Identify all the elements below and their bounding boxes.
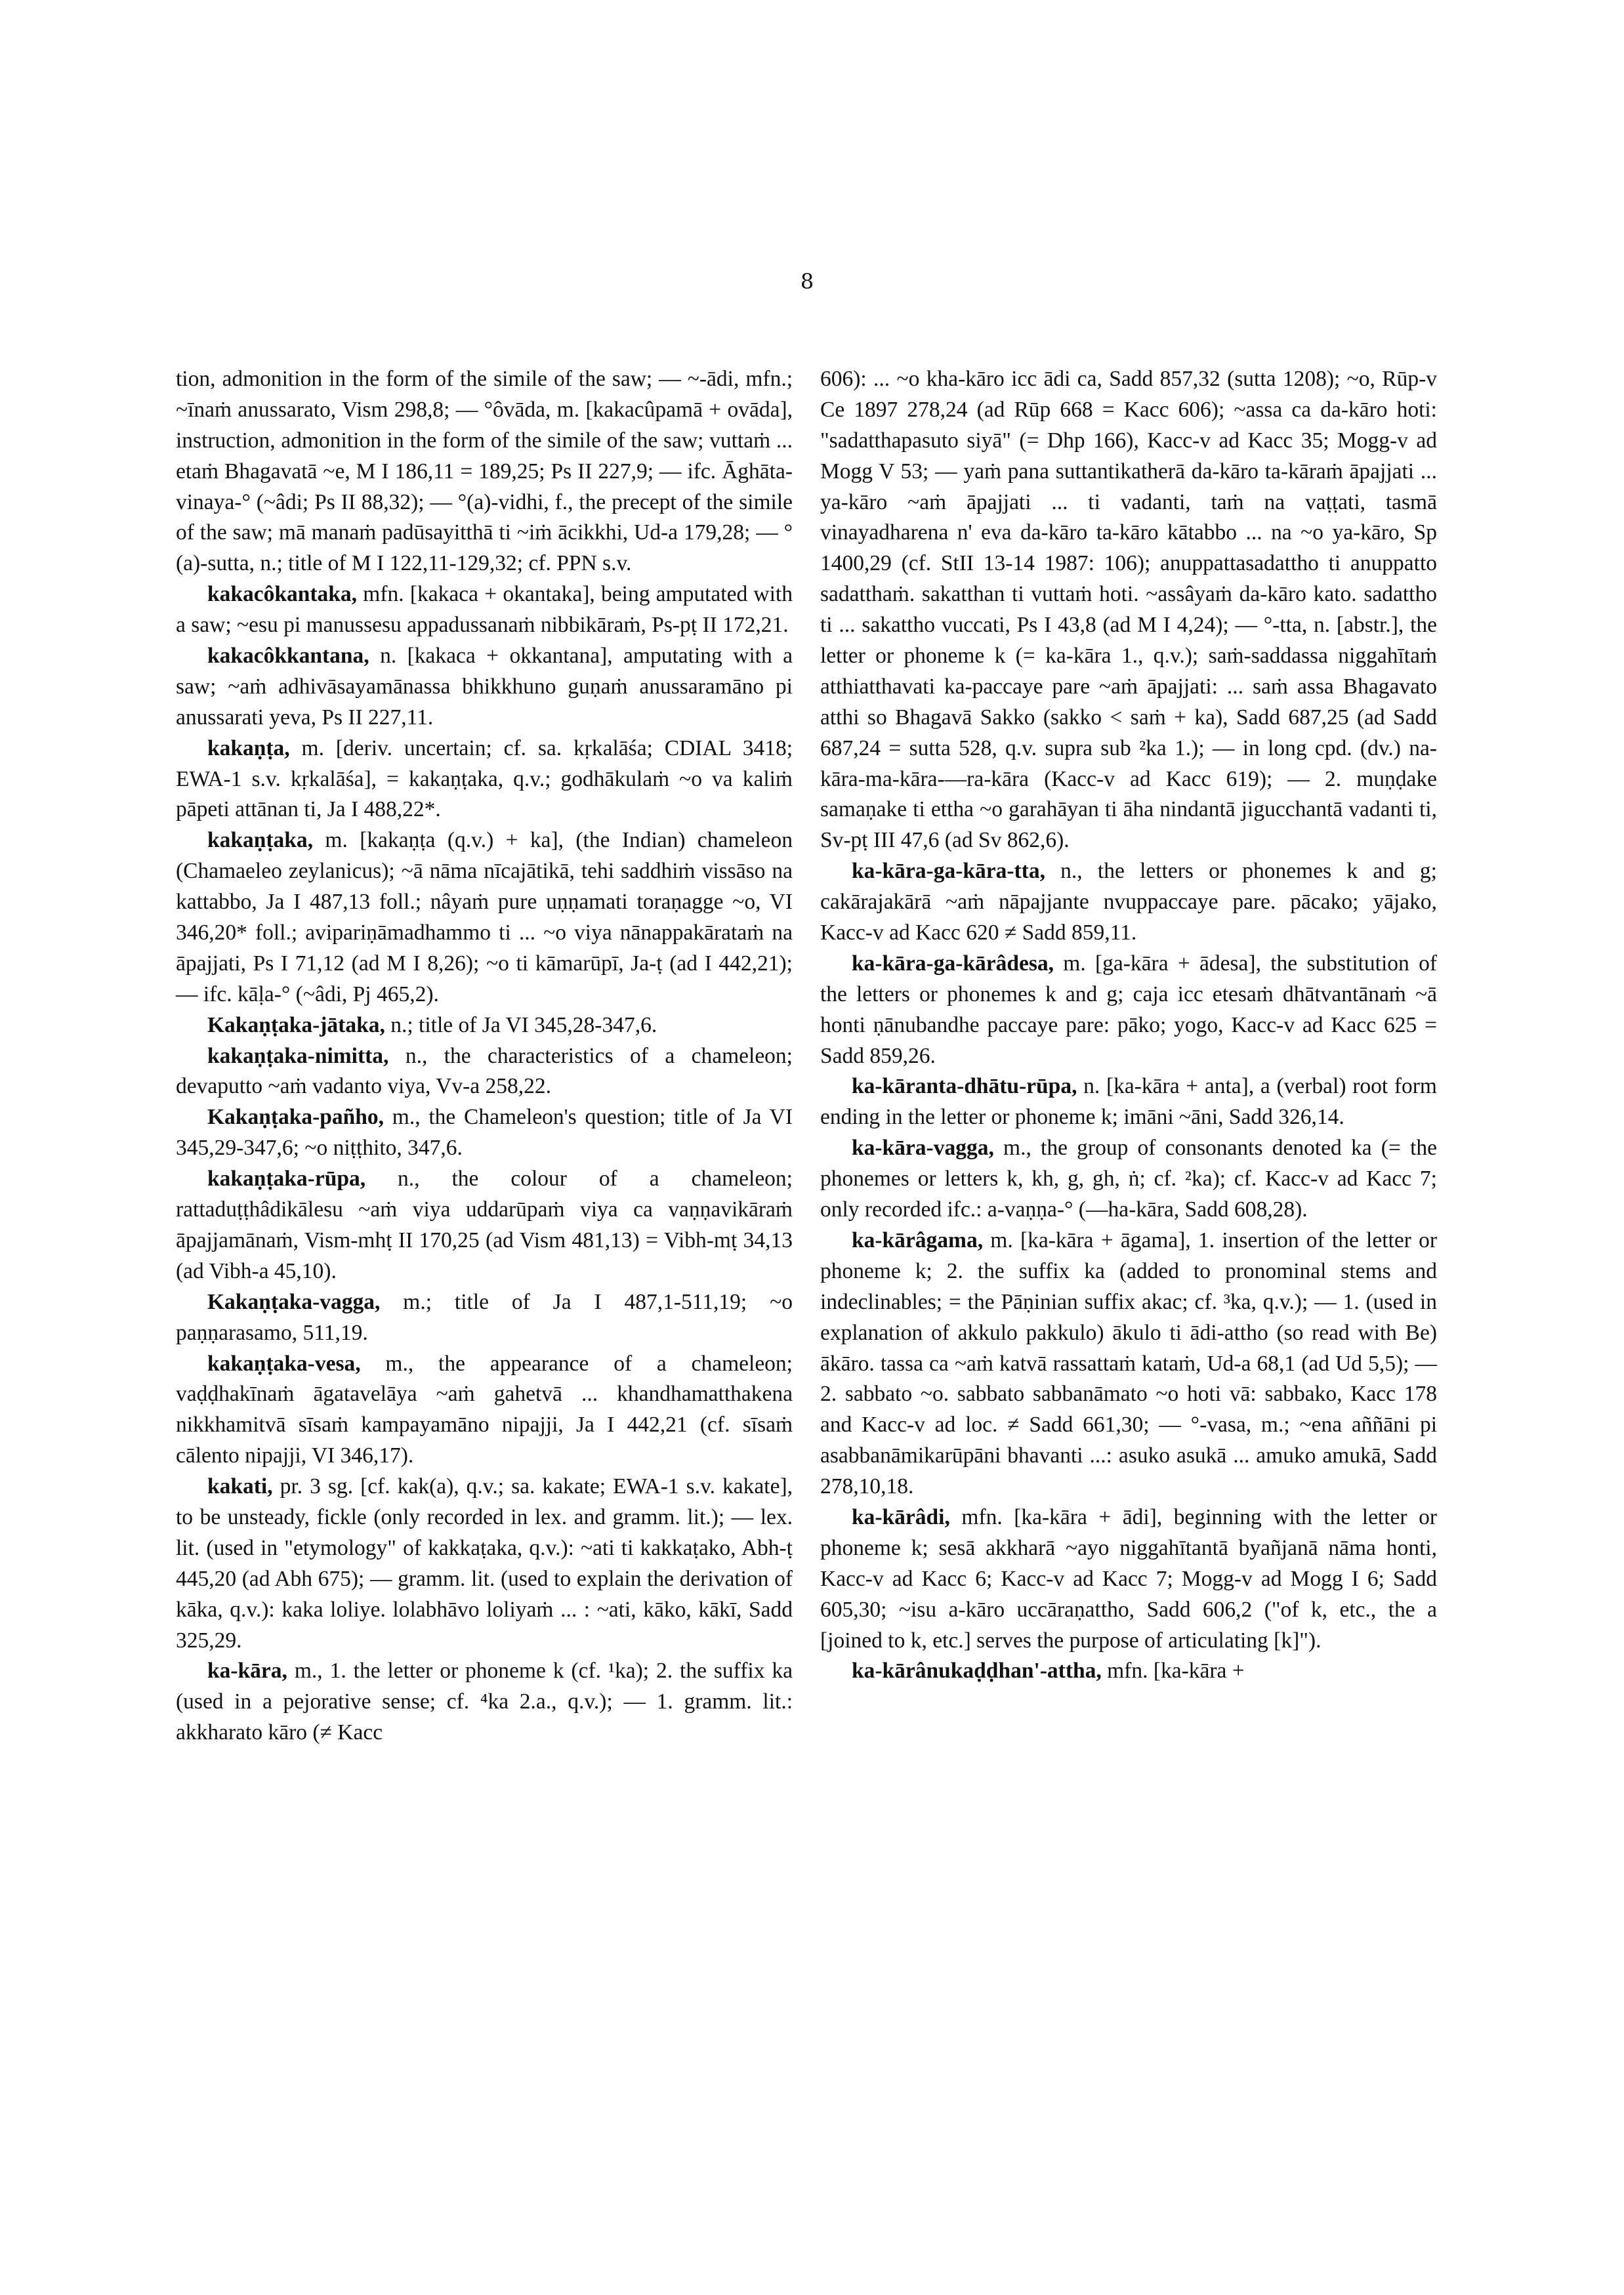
dictionary-entry bbox=[176, 1102, 793, 1164]
dictionary-entry bbox=[176, 1472, 793, 1656]
dictionary-entry bbox=[176, 1656, 793, 1748]
entry-headword: kakaṇṭa, bbox=[207, 735, 290, 760]
entry-headword: ka-kāranta-dhātu-rūpa, bbox=[852, 1074, 1077, 1099]
entry-text: n., the letters or phonemes k and g; cakārajakārā ~aṁ nāpajjante nvuppaccaye pare. pācako; yājako, Kacc-v ad Kacc 620 ≠ Sadd 859,11. bbox=[820, 859, 1437, 945]
entry-text: m. [deriv. uncertain; cf. sa. kṛkalāśa; CDIAL 3418; EWA-1 s.v. kṛkalāśa], = kakaṇṭaka, q.v.; godhākulaṁ ~o va kaliṁ pāpeti attānan ti, Ja I 488,22*. bbox=[176, 735, 793, 822]
entry-headword: ka-kārânukaḍḍhan'-attha, bbox=[852, 1659, 1102, 1684]
dictionary-entry bbox=[820, 1656, 1437, 1687]
entry-text: m. [ka-kāra + āgama], 1. insertion of the letter or phoneme k; 2. the suffix ka (added to pronominal stems and indeclinables; = the Pāṇinian suffix akac; cf. ³ka, q.v.); — 1. (used in explanation of akkulo pakkulo) ākulo ti ādi-attho (so read with Be) ākāro. tassa ca ~aṁ katvā rassattaṁ kataṁ, Ud-a 68,1 (ad Ud 5,5); — 2. sabbato ~o. sabbato sabbanāmato ~o hoti vā: sabbako, Kacc 178 and Kacc-v ad loc. ≠ Sadd 661,30; — °-vasa, m.; ~ena aññāni pi asabbanāmikarūpāni bhavanti ...: asuko asukā ... amuko amukā, Sadd 278,10,18. bbox=[820, 1228, 1437, 1499]
entry-text: mfn. [kakaca + okantaka], being amputated with a saw; ~esu pi manussesu appadussanaṁ nibbikāraṁ, Ps-pṭ II 172,21. bbox=[176, 582, 793, 638]
dictionary-entry bbox=[820, 1133, 1437, 1226]
entry-text: 606): ... ~o kha-kāro icc ādi ca, Sadd 857,32 (sutta 1208); ~o, Rūp-v Ce 1897 278,24 (ad Rūp 668 = Kacc 606); ~assa ca da-kāro hoti: "sadatthapasuto siyā" (= Dhp 166), Kacc-v ad Kacc 35; Mogg-v ad Mogg V 53; — yaṁ pana suttantikatherā da-kāro ta-kāraṁ āpajjati ... ya-kāro ~aṁ āpajjati ... ti vadanti, taṁ na vaṭṭati, tasmā vinayadharena n' eva da-kāro ta-kāro kātabbo ... na ~o ya-kāro, Sp 1400,29 (cf. StII 13-14 1987: 106); anuppattasadattho ti anuppatto sadatthaṁ. sakatthan ti vuttaṁ hoti. ~assâyaṁ da-kāro kato. sadattho ti ... sakattho vuccati, Ps I 43,8 (ad M I 4,24); — °-tta, n. [abstr.], the letter or phoneme k (= ka-kāra 1., q.v.); saṁ-saddassa niggahītaṁ atthiatthavati ka-paccaye pare ~aṁ āpajjati: ... saṁ assa Bhagavato atthi so Bhagavā Sakko (sakko < saṁ + ka), Sadd 687,25 (ad Sadd 687,24 = sutta 528, q.v. supra sub ²ka 1.); — in long cpd. (dv.) na-kāra-ma-kāra-—ra-kāra (Kacc-v ad Kacc 619); — 2. muṇḍake samaṇake ti ettha ~o garahāyan ti āha nindantā jigucchantā vadanti ti, Sv-pṭ III 47,6 (ad Sv 862,6). bbox=[820, 367, 1437, 853]
entry-headword: Kakaṇṭaka-pañho, bbox=[207, 1105, 385, 1130]
entry-text: mfn. [ka-kāra + ādi], beginning with the letter or phoneme k; sesā akkharā ~ayo niggahītantā byañjanā nāma honti, Kacc-v ad Kacc 6; Kacc-v ad Kacc 7; Mogg-v ad Mogg I 6; Sadd 605,30; ~isu a-kāro uccāraṇattho, Sadd 606,2 ("of k, etc., the a [joined to k, etc.] serves the purpose of articulating [k]"). bbox=[820, 1504, 1437, 1653]
entry-headword: kakacôkkantana, bbox=[207, 644, 369, 669]
dictionary-entry bbox=[820, 949, 1437, 1072]
dictionary-entry bbox=[176, 1041, 793, 1103]
dictionary-entry bbox=[176, 641, 793, 734]
entry-headword: kakaṇṭaka-rūpa, bbox=[207, 1167, 366, 1191]
entry-headword: kakacôkantaka, bbox=[207, 582, 358, 607]
entry-text: n., the characteristics of a chameleon; devaputto ~aṁ vadanto viya, Vv-a 258,22. bbox=[176, 1043, 793, 1099]
entry-text: m. [kakaṇṭa (q.v.) + ka], (the Indian) chameleon (Chamaeleo zeylanicus); ~ā nāma nīcajātikā, tehi saddhiṁ vissāso na kattabbo, Ja I 487,13 foll.; nâyaṁ pure uṇṇamati toraṇagge ~o, VI 346,20* foll.; avipariṇāmadhammo ti ... ~o viya nānappakārataṁ na āpajjati, Ps I 71,12 (ad M I 8,26); ~o ti kāmarūpī, Ja-ṭ (ad I 442,21); — ifc. kāḷa-° (~âdi, Pj 465,2). bbox=[176, 828, 793, 1006]
dictionary-entry bbox=[176, 1010, 793, 1041]
entry-text: m.; title of Ja I 487,1-511,19; ~o paṇṇarasamo, 511,19. bbox=[176, 1289, 793, 1345]
entry-headword: ka-kāra-ga-kārâdesa, bbox=[852, 951, 1054, 976]
entry-headword: kakaṇṭaka-nimitta, bbox=[207, 1043, 389, 1068]
dictionary-entry bbox=[820, 856, 1437, 949]
entry-headword: kakaṇṭaka-vesa, bbox=[207, 1351, 361, 1376]
dictionary-entry bbox=[176, 579, 793, 641]
dictionary-entry bbox=[176, 1349, 793, 1472]
entry-headword: ka-kāra, bbox=[207, 1659, 287, 1684]
right-column bbox=[820, 364, 1437, 1687]
entry-text: mfn. [ka-kāra + bbox=[1101, 1659, 1245, 1684]
left-column bbox=[176, 364, 793, 1748]
entry-text: m., the appearance of a chameleon; vaḍḍhakīnaṁ āgatavelāya ~aṁ gahetvā ... khandhamatthakena nikkhamitvā sīsaṁ kampayamāno nipajji, Ja I 442,21 (cf. sīsaṁ cālento nipajji, VI 346,17). bbox=[176, 1351, 793, 1468]
entry-text: m., the group of consonants denoted ka (= the phonemes or letters k, kh, g, gh, ṅ; cf. ²ka); cf. Kacc-v ad Kacc 7; only recorded ifc.: a-vaṇṇa-° (—ha-kāra, Sadd 608,28). bbox=[820, 1136, 1437, 1222]
entry-headword: ka-kāra-ga-kāra-tta, bbox=[852, 859, 1045, 884]
entry-text: pr. 3 sg. [cf. kak(a), q.v.; sa. kakate; EWA-1 s.v. kakate], to be unsteady, fickle (only recorded in lex. and gramm. lit.); — lex. lit. (used in "etymology" of kakkaṭaka, q.v.): ~ati ti kakkaṭako, Abh-ṭ 445,20 (ad Abh 675); — gramm. lit. (used to explain the derivation of kāka, q.v.): kaka loliye. lolabhāvo loliyaṁ ... : ~ati, kāko, kākī, Sadd 325,29. bbox=[176, 1474, 793, 1653]
entry-text: m., the Chameleon's question; title of Ja VI 345,29-347,6; ~o niṭṭhito, 347,6. bbox=[176, 1105, 793, 1161]
entry-headword: ka-kārâgama, bbox=[852, 1228, 984, 1252]
entry-text: n. [ka-kāra + anta], a (verbal) root form ending in the letter or phoneme k; imāni ~āni, Sadd 326,14. bbox=[820, 1074, 1437, 1130]
entry-text: m. [ga-kāra + ādesa], the substitution of the letters or phonemes k and g; caja icc etesaṁ dhātvantānaṁ ~ā honti ṇānubandhe paccaye pare: pāko; yogo, Kacc-v ad Kacc 625 = Sadd 859,26. bbox=[820, 951, 1437, 1068]
entry-text: n.; title of Ja VI 345,28-347,6. bbox=[385, 1012, 657, 1037]
entry-text: n. [kakaca + okkantana], amputating with a saw; ~aṁ adhivāsayamānassa bhikkhuno guṇaṁ anussaramāno pi anussarati yeva, Ps II 227,11. bbox=[176, 644, 793, 730]
entry-text: n., the colour of a chameleon; rattaduṭṭhâdikālesu ~aṁ viya uddarūpaṁ viya ca vaṇṇavikāraṁ āpajjamānaṁ, Vism-mhṭ II 170,25 (ad Vism 481,13) = Vibh-mṭ 34,13 (ad Vibh-a 45,10). bbox=[176, 1167, 793, 1283]
dictionary-entry bbox=[820, 1071, 1437, 1133]
entry-headword: Kakaṇṭaka-jātaka, bbox=[207, 1012, 385, 1037]
dictionary-entry bbox=[176, 364, 793, 579]
dictionary-entry bbox=[176, 734, 793, 826]
entry-text: m., 1. the letter or phoneme k (cf. ¹ka); 2. the suffix ka (used in a pejorative sense; cf. ⁴ka 2.a., q.v.); — 1. gramm. lit.: akkharato kāro (≠ Kacc bbox=[176, 1659, 793, 1745]
entry-headword: ka-kārâdi, bbox=[852, 1504, 950, 1529]
dictionary-entry bbox=[176, 825, 793, 1010]
page-number: 8 bbox=[800, 269, 814, 294]
entry-text: tion, admonition in the form of the simile of the saw; — ~-ādi, mfn.; ~īnaṁ anussarato, Vism 298,8; — °ôvāda, m. [kakacûpamā + ovāda], instruction, admonition in the form of the simile of the saw; vuttaṁ ... etaṁ Bhagavatā ~e, M I 186,11 = 189,25; Ps II 227,9; — ifc. Āghāta-vinaya-° (~âdi; Ps II 88,32); — °(a)-vidhi, f., the precept of the simile of the saw; mā manaṁ padūsayitthā ti ~iṁ ācikkhi, Ud-a 179,28; — °(a)-sutta, n.; title of M I 122,11-129,32; cf. PPN s.v. bbox=[176, 367, 793, 576]
dictionary-entry bbox=[176, 1164, 793, 1287]
dictionary-entry bbox=[820, 1226, 1437, 1502]
dictionary-entry bbox=[820, 1502, 1437, 1656]
dictionary-entry bbox=[820, 364, 1437, 856]
entry-headword: kakaṇṭaka, bbox=[207, 828, 314, 853]
entry-headword: ka-kāra-vagga, bbox=[852, 1136, 994, 1161]
entry-headword: kakati, bbox=[207, 1474, 273, 1499]
dictionary-entry bbox=[176, 1287, 793, 1349]
entry-headword: Kakaṇṭaka-vagga, bbox=[207, 1289, 381, 1314]
